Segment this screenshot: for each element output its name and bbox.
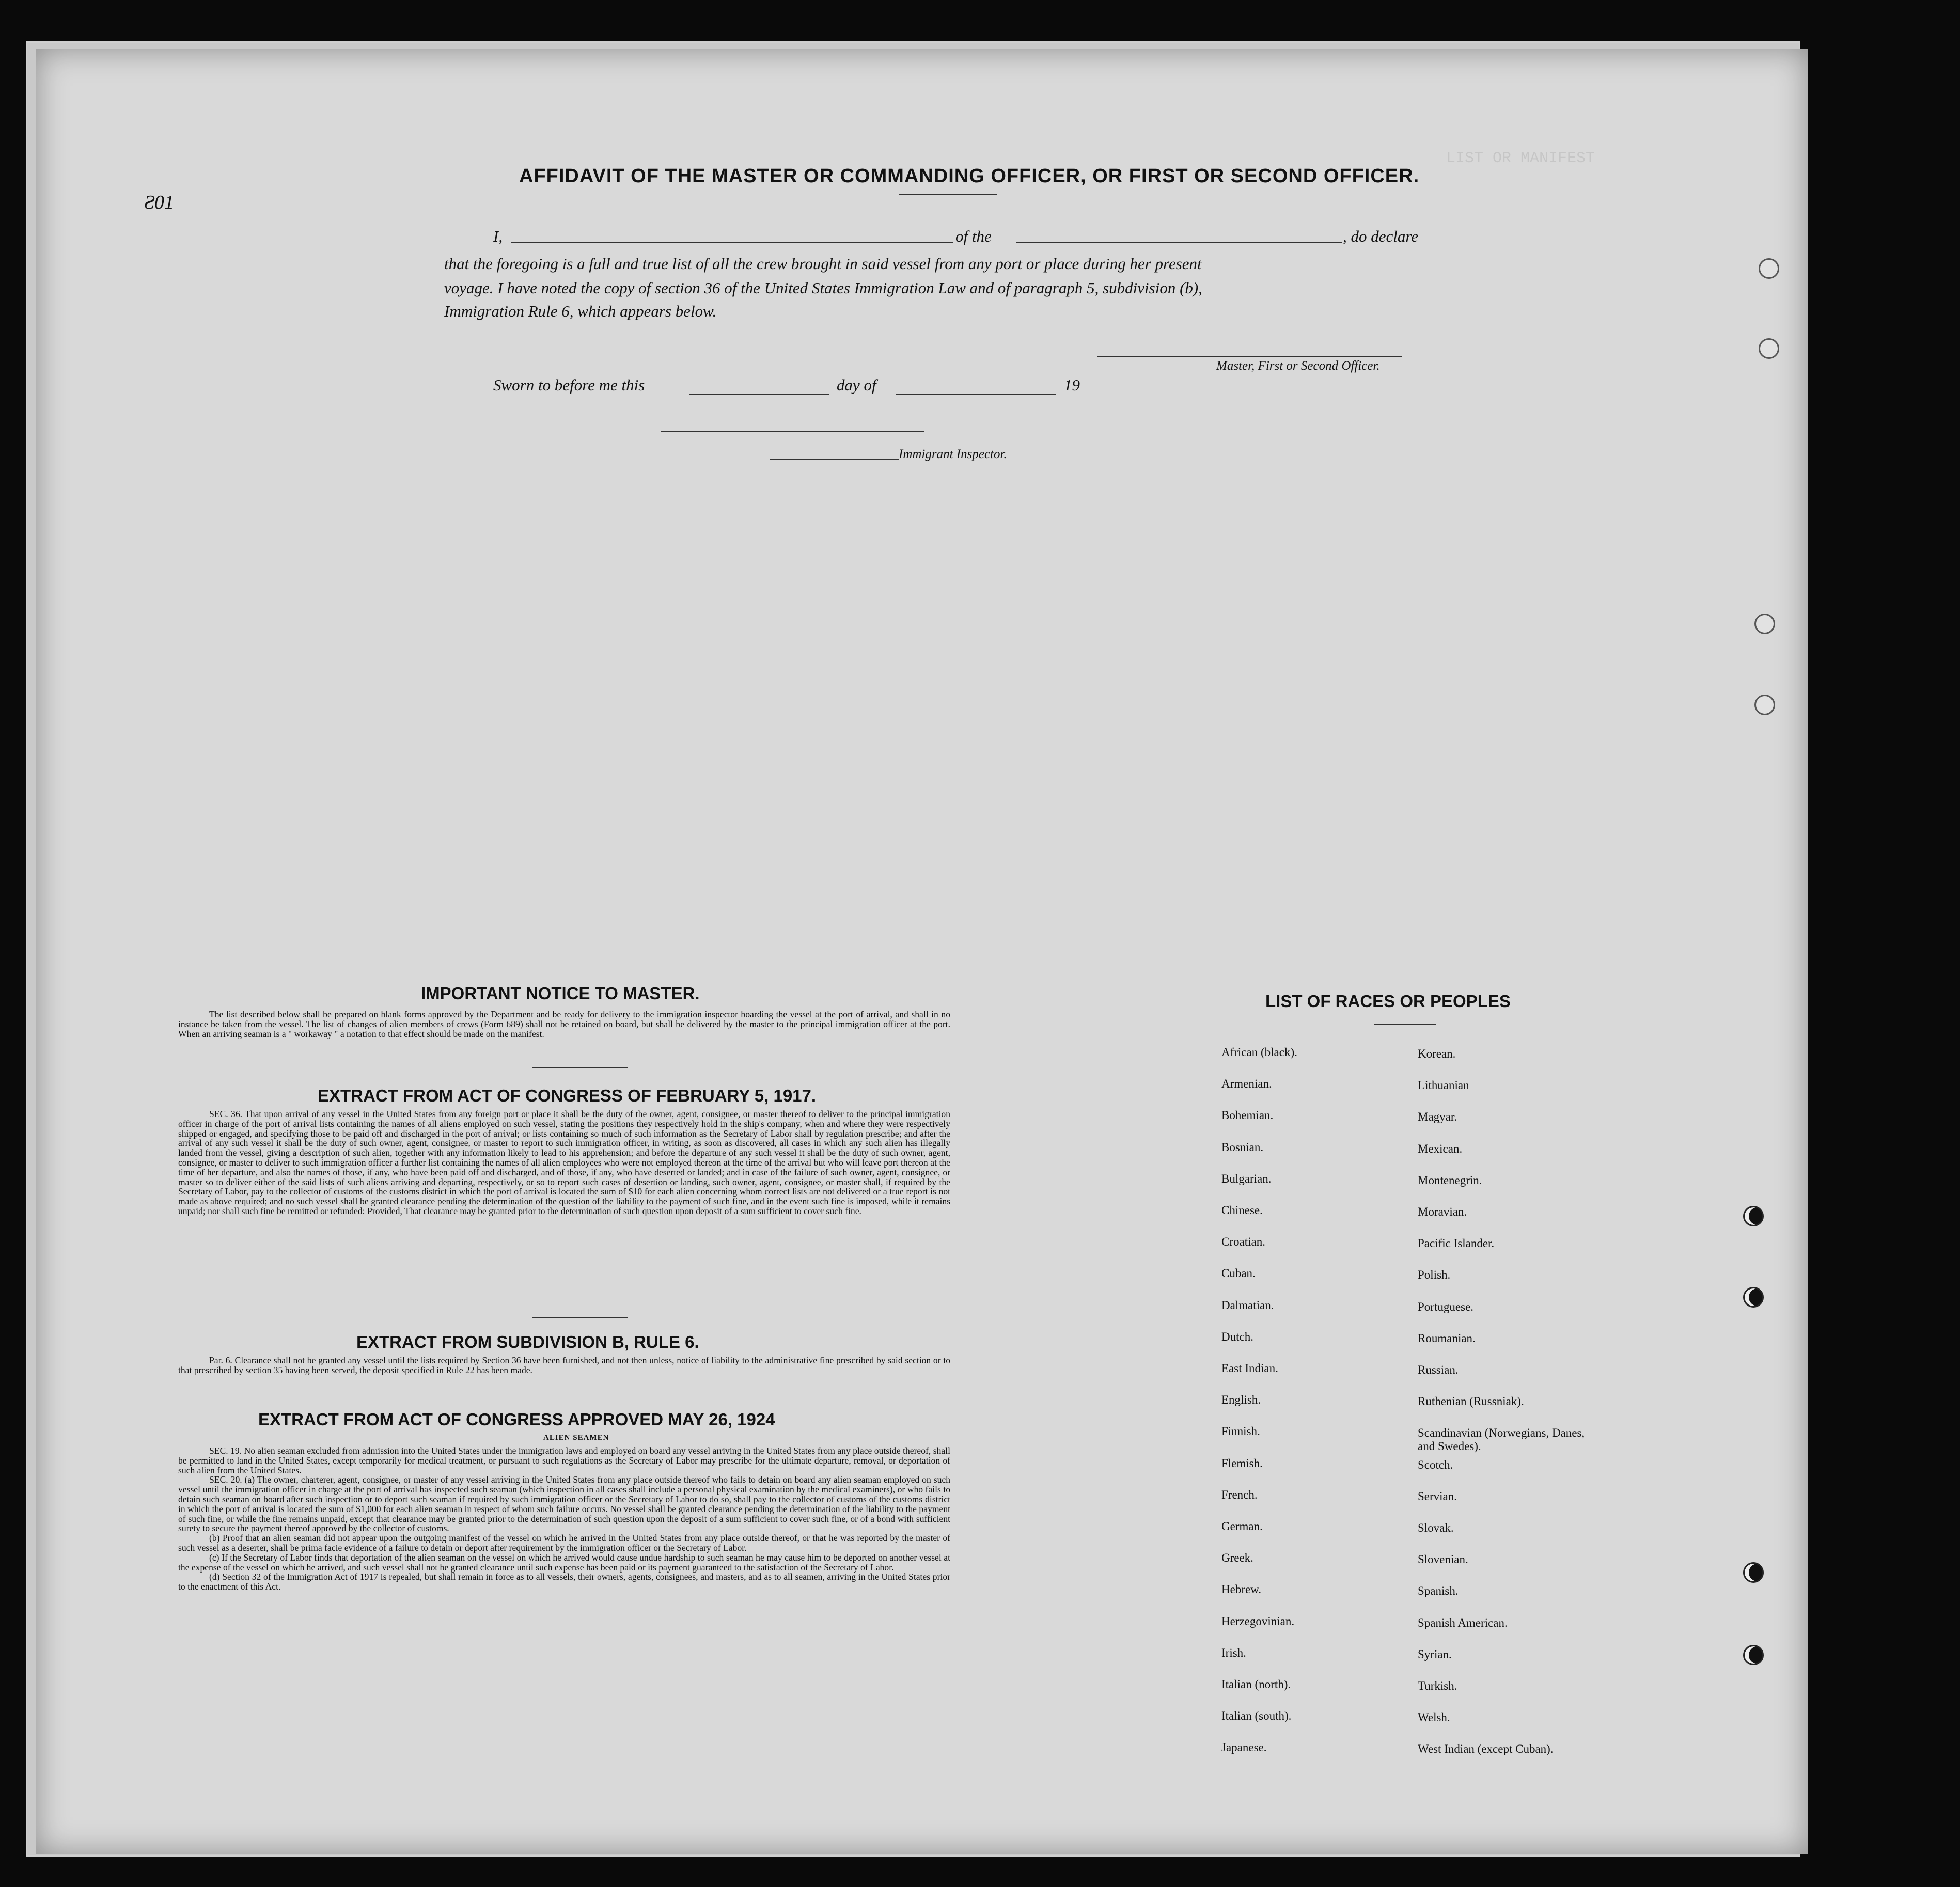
race-item: Croatian.: [1221, 1235, 1265, 1249]
corner-mark: Ƨ01: [145, 192, 174, 213]
race-item: Welsh.: [1418, 1711, 1450, 1724]
sec-20a-paragraph: SEC. 20. (a) The owner, charterer, agent, consignee, or master of any vessel arriving in the United States from any place outside thereof who fails to detain on board any alien seaman employed on such vessel until the immigration officer in charge at the port of arrival has inspected such seaman (which inspection in all cases shall include a personal physical examination by the medical examiners), or who fails to detain such seaman on board after such inspection or to deport such seaman if required by such immigration officer or the Secretary of Labor to do so, shall pay to the collector of customs of the customs district in which the port of arrival is located the sum of $1,000 for each alien seaman in respect of whom such failure occurs. No vessel shall be granted clearance pending the determination of the liability to the payment of such fine, or while the fine remains unpaid, except that clearance may be granted prior to the determination of such question upon the deposit of a sum sufficient to cover such fine, or of a bond with sufficient surety to secure the payment thereof approved by the collector of customs.: [178, 1474, 950, 1534]
affidavit-line4: Immigration Rule 6, which appears below.: [444, 302, 717, 320]
race-item: Cuban.: [1221, 1267, 1256, 1280]
sec-20d-paragraph: (d) Section 32 of the Immigration Act of 1917 is repealed, but shall remain in force as to all vessels, their owners, agents, consignees, and masters, and as to all seamen, arriving in the United States prior to the enactment of this Act.: [178, 1571, 950, 1592]
binder-hole: [1743, 1206, 1764, 1226]
race-item: Roumanian.: [1418, 1331, 1476, 1345]
race-item: Chinese.: [1221, 1204, 1263, 1217]
day-blank: [689, 394, 829, 395]
race-item: Finnish.: [1221, 1425, 1260, 1438]
master-signature-line: [1097, 356, 1402, 357]
notice-body: The list described below shall be prepared on blank forms approved by the Department and be ready for delivery to the immigration inspector boarding the vessel at the port of arrival, and shall in no instance be taken from the vessel. The list of changes of alien members of crews (Form 689) shall not be retained on board, but shall be delivered by the master to the principal immigration officer at the port. When an arriving seaman is a " workaway " a notation to that effect should be made on the manifest.: [178, 1009, 950, 1039]
race-item: Lithuanian: [1418, 1079, 1469, 1092]
sec-20c-paragraph: (c) If the Secretary of Labor finds that deportation of the alien seaman on the vessel on which he arrived would cause undue hardship to such seaman he may cause him to be deported on another vessel at the expense of the vessel on which he arrived, and such vessel shall not be granted clearance until such expense has been paid or its payment guaranteed to the satisfaction of the Secretary of Labor.: [178, 1552, 950, 1572]
affidavit-line2: that the foregoing is a full and true list of all the crew brought in said vessel from any port or place during her present: [444, 255, 1202, 273]
race-item: Ruthenian (Russniak).: [1418, 1395, 1524, 1408]
race-item: East Indian.: [1221, 1362, 1278, 1375]
race-item: Flemish.: [1221, 1456, 1263, 1470]
sec-20b-paragraph: (b) Proof that an alien seaman did not appear upon the outgoing manifest of the vessel on which he arrived in the United States from any place outside thereof, or that he was reported by the master of such vessel as a deserter, shall be prima facie evidence of a failure to detain or deport after requirement by the immigration officer or the Secretary of Labor.: [178, 1533, 950, 1553]
race-item: Moravian.: [1418, 1205, 1467, 1218]
race-item: Polish.: [1418, 1268, 1451, 1282]
notice-rule: [532, 1067, 628, 1068]
extract-1917-title: EXTRACT FROM ACT OF CONGRESS OF FEBRUARY 5, 1917.: [318, 1086, 817, 1105]
race-item: Portuguese.: [1418, 1300, 1473, 1313]
vessel-blank: [1016, 242, 1342, 243]
title-rule: [899, 194, 997, 195]
race-item: Spanish American.: [1418, 1616, 1508, 1629]
race-item: Russian.: [1418, 1363, 1459, 1376]
race-item: Dalmatian.: [1221, 1298, 1274, 1312]
extract-1924-title: EXTRACT FROM ACT OF CONGRESS APPROVED MAY 26, 1924: [258, 1410, 775, 1429]
race-item: Bohemian.: [1221, 1109, 1274, 1122]
binder-hole: [1759, 258, 1779, 279]
race-item: Slovenian.: [1418, 1553, 1468, 1566]
race-item: Korean.: [1418, 1047, 1456, 1060]
race-item: Bulgarian.: [1221, 1172, 1272, 1185]
inspector-line: [770, 459, 899, 460]
binder-hole: [1743, 1562, 1764, 1583]
month-blank: [896, 394, 1056, 395]
race-item: Italian (south).: [1221, 1709, 1292, 1723]
races-title: LIST OF RACES OR PEOPLES: [1265, 992, 1511, 1011]
affidavit-title: AFFIDAVIT OF THE MASTER OR COMMANDING OFFICER, OR FIRST OR SECOND OFFICER.: [519, 165, 1420, 187]
race-item: Montenegrin.: [1418, 1173, 1482, 1187]
master-signature-label: Master, First or Second Officer.: [1216, 359, 1380, 373]
race-item: Slovak.: [1418, 1521, 1454, 1534]
race-item: Servian.: [1418, 1489, 1457, 1503]
sworn-label: Sworn to before me this: [493, 376, 645, 394]
race-item: Bosnian.: [1221, 1140, 1264, 1154]
affidavit-of-the: of the: [955, 227, 992, 245]
affidavit-line3: voyage. I have noted the copy of section 36 of the United States Immigration Law and of paragraph 5, subdivision (b),: [444, 279, 1202, 297]
race-item: Syrian.: [1418, 1647, 1452, 1661]
race-item: Turkish.: [1418, 1679, 1457, 1692]
race-item: Scotch.: [1418, 1458, 1453, 1471]
extract-1924-subtitle: ALIEN SEAMEN: [543, 1434, 609, 1442]
extract-1917-body: SEC. 36. That upon arrival of any vessel in the United States from any foreign port or place it shall be the duty of the owner, agent, consignee, or master thereof to deliver to the principal immigration officer in charge of the port of arrival lists containing the names of all aliens employed on such vessel, stating the positions they respectively hold in the ship's company, when and where they were respectively shipped or engaged, and specifying those to be paid off and discharged in the port of arrival; or lists containing so much of such information as the Secretary of Labor shall by regulation prescribe; and after the arrival of any such vessel it shall be the duty of such owner, agent, consignee, or master to report to such immigration officer, in writing, as soon as discovered, all cases in which any such alien has illegally landed from the vessel, giving a description of such alien, together with any information likely to lead to his apprehension; and before the departure of any such vessel it shall be the duty of such owner, agent, consignee, or master to deliver to such immigration officer a further list containing the names of all alien employees who were not employed thereon at the time of the arrival but who will leave port thereon at the time of her departure, and also the names of those, if any, who have been paid off and discharged, and of those, if any, who have deserted or landed; and in case of the failure of such owner, agent, consignee, or master so to deliver either of the said lists of such aliens arriving and departing, respectively, or so to report such cases of desertion or landing, such owner, agent, consignee, or master shall, if required by the Secretary of Labor, pay to the collector of customs of the customs district in which the port of arrival is located the sum of $10 for each alien concerning whom correct lists are not delivered or a true report is not made as above required; and no such vessel shall be granted clearance pending the determination of the question of the liability to the payment of such fine, and in the event such fine is imposed, while it remains unpaid; nor shall such fine be remitted or refunded: Provided, That clearance may be granted prior to the determination of such question upon deposit of a sum sufficient to cover such fine.: [178, 1109, 950, 1216]
binder-hole: [1754, 614, 1775, 634]
notice-title: IMPORTANT NOTICE TO MASTER.: [421, 984, 700, 1003]
race-item: German.: [1221, 1520, 1263, 1533]
year-label: 19: [1064, 376, 1080, 394]
race-item: Herzegovinian.: [1221, 1614, 1295, 1628]
races-rule: [1374, 1024, 1436, 1025]
race-item: Japanese.: [1221, 1741, 1267, 1754]
race-item: Pacific Islander.: [1418, 1237, 1495, 1250]
race-item: Armenian.: [1221, 1077, 1272, 1091]
subdivision-title: EXTRACT FROM SUBDIVISION B, RULE 6.: [356, 1332, 699, 1351]
subdivision-body: Par. 6. Clearance shall not be granted any vessel until the lists required by Section 36 have been furnished, and not then unless, notice of liability to the administrative fine prescribed by said section or to that prescribed by section 35 having been served, the deposit specified in Rule 22 has been made.: [178, 1355, 950, 1375]
day-of-label: day of: [837, 376, 876, 394]
race-item: Dutch.: [1221, 1330, 1253, 1343]
race-item: Magyar.: [1418, 1110, 1457, 1124]
affidavit-declare: , do declare: [1343, 227, 1419, 245]
race-item: English.: [1221, 1393, 1261, 1407]
inspector-sig-line: [661, 431, 924, 432]
name-blank: [511, 242, 953, 243]
race-item: Spanish.: [1418, 1584, 1459, 1598]
binder-hole: [1743, 1645, 1764, 1665]
extract-1924-body: [178, 1446, 950, 1592]
extract-1917-rule: [532, 1317, 628, 1318]
race-item: Scandinavian (Norwegians, Danes, and Swedes).: [1418, 1426, 1585, 1453]
bleed-through: LIST OR MANIFEST: [1446, 150, 1595, 167]
binder-hole: [1754, 695, 1775, 715]
race-item: Hebrew.: [1221, 1583, 1262, 1596]
race-item: French.: [1221, 1488, 1258, 1501]
binder-hole: [1759, 338, 1779, 359]
sec-19-paragraph: SEC. 19. No alien seaman excluded from admission into the United States under the immigration laws and employed on board any vessel arriving in the United States from any place outside thereof, shall be permitted to land in the United States, except temporarily for medical treatment, or pursuant to such regulations as the Secretary of Labor may prescribe for the ultimate departure, removal, or deportation of such alien from the United States.: [178, 1445, 950, 1475]
race-item: Italian (north).: [1221, 1678, 1291, 1691]
race-item: Greek.: [1221, 1551, 1253, 1565]
race-item: Irish.: [1221, 1646, 1246, 1659]
race-item: West Indian (except Cuban).: [1418, 1742, 1554, 1756]
affidavit-i: I,: [493, 227, 503, 245]
race-item: Mexican.: [1418, 1142, 1463, 1155]
binder-hole: [1743, 1287, 1764, 1308]
race-item: African (black).: [1221, 1046, 1297, 1059]
inspector-label: Immigrant Inspector.: [899, 447, 1007, 461]
